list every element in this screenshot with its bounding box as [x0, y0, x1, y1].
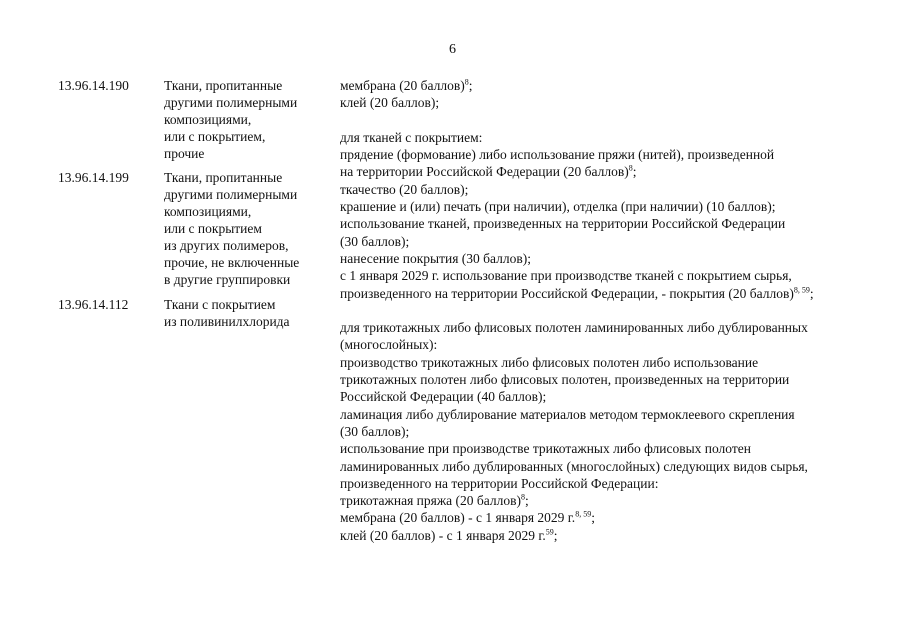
requirement-line: (30 баллов); [340, 233, 410, 249]
requirement-line: с 1 января 2029 г. использование при производстве тканей с покрытием сырья, [340, 268, 792, 284]
product-name-line: или с покрытием [164, 221, 262, 236]
row-2-code [58, 169, 129, 186]
row-1-code [58, 77, 129, 94]
product-name-line: прочие [164, 146, 205, 161]
requirement-line: прядение (формование) либо использование пряжи (нитей), произведенной [340, 147, 775, 163]
okpd-code: 13.96.14.199 [58, 170, 129, 185]
product-name-line: композициями, [164, 112, 252, 127]
requirement-line: трикотажная пряжа (20 баллов)$^8$; [340, 492, 529, 509]
requirement-line: мембрана (20 баллов) - с 1 января 2029 г.$^{8, 59}$; [340, 509, 595, 526]
requirement-line: ткачество (20 баллов); [340, 181, 469, 197]
requirement-line: клей (20 баллов) - с 1 января 2029 г.$^{59}$; [340, 527, 558, 543]
product-name-line: прочие, не включенные [164, 255, 300, 270]
row-3-code [58, 296, 128, 313]
requirement-line: мембрана (20 баллов)$^8$; [340, 77, 473, 93]
row-1-name [164, 77, 297, 162]
okpd-code: 13.96.14.190 [58, 78, 129, 93]
requirement-line: для тканей с покрытием: [340, 129, 483, 145]
requirement-line: трикотажных полотен либо флисовых полотен, произведенных на территории [340, 372, 790, 388]
requirement-line: (многослойных): [340, 337, 438, 353]
product-name-line: Ткани, пропитанные [164, 170, 283, 185]
requirement-line: на территории Российской Федерации (20 баллов)$^8$; [340, 163, 637, 180]
requirement-line: ламинация либо дублирование материалов методом термоклеевого скрепления [340, 406, 795, 422]
requirement-line: крашение и (или) печать (при наличии), отделка (при наличии) (10 баллов); [340, 199, 776, 215]
requirement-line: (30 баллов); [340, 423, 410, 439]
requirement-line: использование при производстве трикотажных либо флисовых полотен [340, 441, 751, 457]
product-name-line: из других полимеров, [164, 238, 289, 253]
requirement-line: нанесение покрытия (30 баллов); [340, 250, 531, 266]
row-3-name [164, 296, 290, 330]
product-name-line: композициями, [164, 204, 252, 219]
page-number: 6 [449, 42, 456, 57]
product-name-line: Ткани, пропитанные [164, 78, 283, 93]
requirements-column [340, 77, 814, 544]
product-name-line: или с покрытием, [164, 129, 266, 144]
requirement-line: клей (20 баллов); [340, 95, 440, 111]
okpd-code: 13.96.14.112 [58, 297, 129, 312]
product-name-line: другими полимерными [164, 187, 298, 202]
product-name-line: другими полимерными [164, 95, 298, 110]
product-name-line: из поливинилхлорида [164, 314, 290, 329]
requirement-line: производство трикотажных либо флисовых полотен либо использование [340, 354, 759, 370]
requirement-line: использование тканей, произведенных на территории Российской Федерации [340, 216, 786, 232]
requirement-line: Российской Федерации (40 баллов); [340, 389, 547, 405]
requirement-line: произведенного на территории Российской Федерации, - покрытия (20 баллов)$^{8, 59}$; [340, 285, 814, 301]
requirement-line: ламинированных либо дублированных (многослойных) следующих видов сырья, [340, 458, 808, 474]
product-name-line: Ткани с покрытием [164, 297, 276, 312]
requirement-line: произведенного на территории Российской Федерации: [340, 475, 659, 491]
product-name-line: в другие группировки [164, 272, 291, 287]
row-2-name [164, 169, 299, 288]
requirement-line: для трикотажных либо флисовых полотен ламинированных либо дублированных [340, 320, 808, 336]
